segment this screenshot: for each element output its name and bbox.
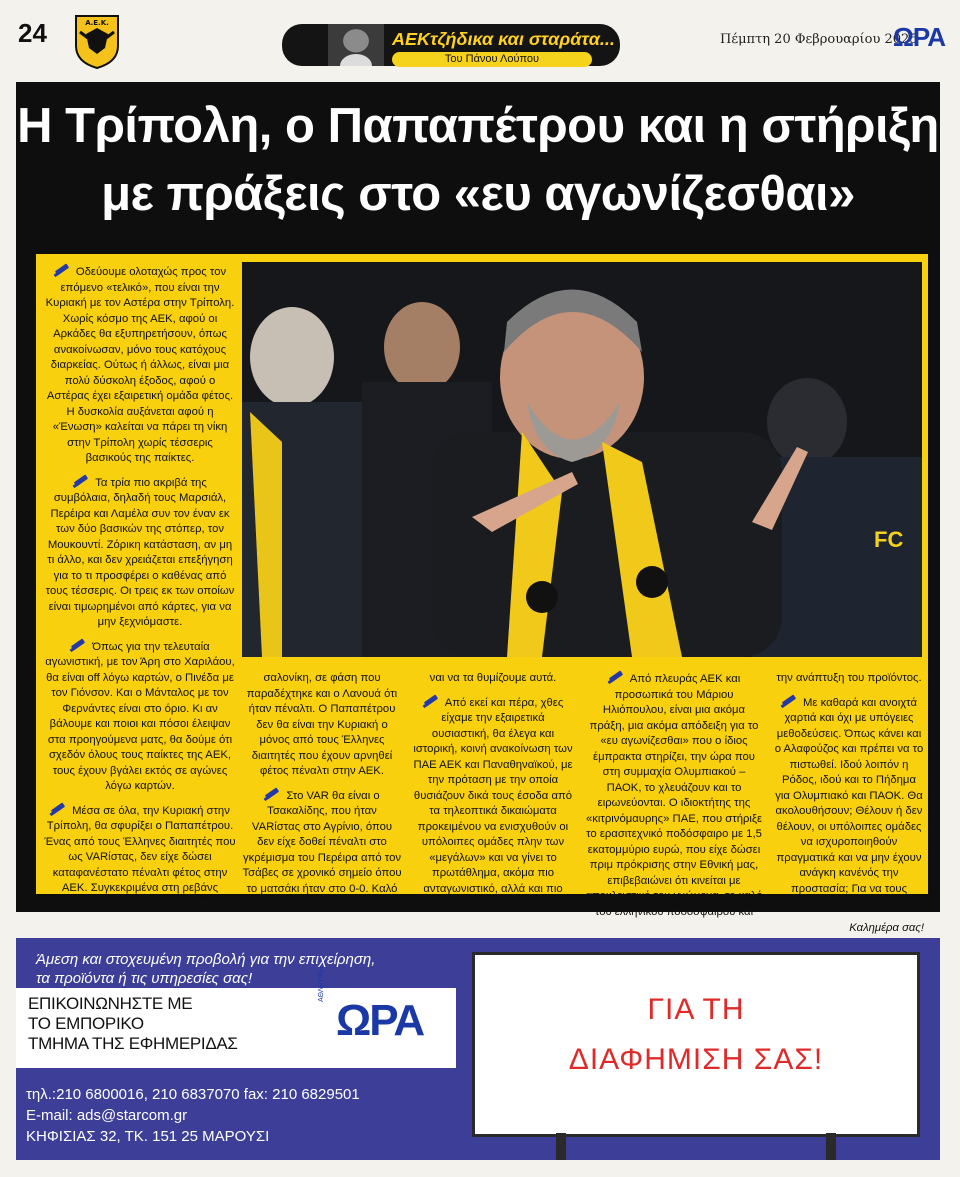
paragraph: Από εκεί και πέρα, χθες είχαμε την εξαιρετικά ουσιαστική, θα έλεγα και ιστορική, κοινή ανακοίνωση των ΠΑΕ ΑΕΚ και Παναθηναϊκού, με την πρόταση με την οποία θυσιάζουν δικά τους έσοδα από τα τηλεοπτικά δικαιώματα προκειμένου να ενισχυθούν οι υπόλοιπες ομάδες πλην των «μεγάλων» και να γίνει το πρωτάθλημα, ακόμα πιο ανταγωνιστικό, αλλά και πιο αξιόπιστο. [413, 696, 573, 910]
issue-date: Πέμπτη 20 Φεβρουαρίου 2025 [720, 32, 918, 47]
column-title: ΑΕΚτζήδικα και σταράτα... [392, 29, 615, 49]
pen-icon [264, 788, 280, 800]
article-headline [16, 92, 940, 228]
ad-phone: τηλ.:210 6800016, 210 6837070 fax: 210 6829501 [26, 1086, 360, 1103]
author-avatar [328, 24, 384, 66]
signoff: Καλημέρα σας! [849, 921, 924, 934]
paragraph: Στο VAR θα είναι ο Τσακαλίδης, που ήταν VARίστας στο Αγρίνιο, όπου δεν είχε δοθεί πέναλτι στο γκρέμισμα του Περέιρα από τον Τσάβες σε χρονικό σημείο όπου το ματσάκι ήταν στο 0-0. Καλό εί- [242, 789, 402, 910]
article-column-4 [584, 671, 764, 928]
billboard-post [826, 1133, 836, 1160]
newspaper-logo: ΩΡΑ [893, 22, 946, 52]
paragraph: Οδεύουμε ολοταχώς προς τον επόμενο «τελικό», που είναι την Κυριακή με τον Αστέρα στην Τρίπολη. Χωρίς κόσμο της ΑΕΚ, αφού οι Αρκάδες θα εξυπηρετήσουν, όπως ανακοίνωσαν, μόνο τους κατόχους διαρκείας. Ούτως ή άλλως, είναι μια πολύ δύσκολη έξοδος, αφού ο Αστέρας έχει εξαιρετική ομάδα φέτος. Η δυσκολία αυξάνεται αφού η «Ένωση» καλείται να πάρει τη νίκη στην Τρίπολη χωρίς τέσσερις βασικούς της παίκτες. [45, 266, 235, 464]
headline-line-2: με πράξεις στο «ευ αγωνίζεσθαι» [101, 167, 855, 221]
ad-email[interactable]: E-mail: ads@starcom.gr [26, 1107, 188, 1124]
svg-text:FC: FC [874, 527, 904, 552]
ad-logo: ΩΡΑ [336, 996, 424, 1045]
ad-address: ΚΗΦΙΣΙΑΣ 32, ΤΚ. 151 25 ΜΑΡΟΥΣΙ [26, 1128, 270, 1145]
article-photo [242, 262, 922, 657]
headline-line-1: Η Τρίπολη, ο Παπαπέτρου και η στήριξη [17, 99, 939, 153]
column-banner [282, 24, 620, 66]
ad-tagline: Άμεση και στοχευμένη προβολή για την επιχείρηση, τα προϊόντα ή τις υπηρεσίες σας! [36, 951, 376, 987]
billboard-post [556, 1133, 566, 1160]
column-author: Του Πάνου Λούπου [392, 52, 592, 67]
paragraph: την ανάπτυξη του προϊόντος. [776, 672, 922, 684]
article-panel [16, 82, 940, 934]
article-column-5 [774, 671, 924, 944]
article-body-box [36, 254, 928, 934]
ad-contact-label: ΕΠΙΚΟΙΝΩΝΗΣΤΕ ΜΕ ΤΟ ΕΜΠΟΡΙΚΟ ΤΜΗΜΑ ΤΗΣ ΕΦΗΜΕΡΙΔΑΣ [28, 994, 238, 1053]
paragraph: σαλονίκη, σε φάση που παραδέχτηκε και ο Λανουά ότι ήταν πέναλτι. Ο Παπαπέτρου δεν θα είναι την Κυριακή ο μόνος από τους Έλληνες διαιτητές που έχουν αρνηθεί φέτος πέναλτι στην ΑΕΚ. [246, 672, 398, 777]
page-number: 24 [18, 18, 47, 48]
pen-icon [781, 695, 797, 707]
billboard [472, 952, 920, 1137]
pen-icon [608, 671, 624, 683]
paragraph: Από πλευράς ΑΕΚ και προσωπικά του Μάριου Ηλιόπουλου, είναι μια ακόμα πράξη, μια ακόμα απόδειξη για το «ευ αγωνίζεσθαι» που ο ίδιος έμπρακτα στηρίζει, την ώρα που στη συμμαχία Ολυμπιακού – ΠΑΟΚ, το χλευάζουν και το ειρωνεύονται. Ο ιδιοκτήτης της «κιτρινόμαυρης» ΠΑΕ, που στήριξε το ερασιτεχνικό ποδόσφαιρο με 1,5 εκατομμύριο ευρώ, που είχε δώσει πριμ πρόκρισης στην Εθνική μας, επιβεβαιώνει ότι κινείται με αποκλειστικό του γνώμονα, το καλό του ελληνικού ποδοσφαίρου και [585, 673, 763, 918]
billboard-text: ΓΙΑ ΤΗ ΔΙΑΦΗΜΙΣΗ ΣΑΣ! [568, 993, 824, 1076]
article-column-1 [44, 264, 236, 920]
pen-icon [423, 695, 439, 707]
svg-text:Α.Ε.Κ.: Α.Ε.Κ. [85, 19, 109, 27]
pen-icon [70, 639, 86, 651]
ad-contact-details [26, 1084, 360, 1147]
paragraph: Μέσα σε όλα, την Κυριακή στην Τρίπολη, θα σφυρίξει ο Παπαπέτρου. Ένας από τους Έλληνες διαιτητές που ως VARίστας, δεν είχε δώσει καταφανέστατο πέναλτι φέτος στην ΑΕΚ. Συγκεκριμένα στη ρεβάνς Κυπέλλου με τον Άρη στην Θε- [44, 804, 236, 910]
paragraph: Τα τρία πιο ακριβά της συμβόλαια, δηλαδή τους Μαρσιάλ, Περέιρα και Λαμέλα συν τον έναν εκ των δύο βασικών της στόπερ, τον Μουκουντί. Ζόρικη κατάσταση, αν μη τι άλλο, και δεν χρειάζεται επεξήγηση για το τι προσφέρει ο καθένας από τους τέσσερις. Οι τρεις εκ των οποίων είναι τιμωρημένοι από κάρτες, για να μην ξεχνιόμαστε. [45, 476, 235, 628]
ad-logo-tag: ΑΘΛΗΤΙΚΗ [318, 966, 325, 1002]
photo-illustration [242, 262, 922, 657]
paragraph: Όπως για την τελευταία αγωνιστική, με τον Άρη στο Χαριλάου, θα είναι off λόγω καρτών, ο Πινέδα με τον Γιόνσον. Και ο Μάνταλος με τον Φερνάντες είναι στο όριο. Κι αν βάλουμε και ποιοι και πόσοι έλειψαν στα προηγούμενα ματς, θα δούμε ότι σχεδόν όλους τους παίκτες της ΑΕΚ, τους έχουν βγάλει εκτός σε αγώνες λόγω καρτών. [45, 640, 235, 792]
paragraph: Με καθαρά και ανοιχτά χαρτιά και όχι με υπόγειες μεθοδεύσεις. Όπως κάνει και ο Αλαφούζος και πρέπει να το πιστωθεί. Ιδού λοιπόν η Ρόδος, ιδού και το Πήδημα για Ολυμπιακό και ΠΑΟΚ. Θα ακολουθήσουν; Θέλουν ή δεν θέλουν, οι υπόλοιπες ομάδες να ισχυροποιηθούν πραγματικά και να μην έχουν ανάγκη κανένός την προστασία; Για να τους δούμε... [774, 696, 924, 910]
paragraph: ναι να τα θυμίζουμε αυτά. [429, 672, 557, 684]
advertisement [16, 938, 940, 1160]
pen-icon [50, 803, 66, 815]
aek-crest-logo [72, 12, 122, 70]
pen-icon [54, 264, 70, 276]
article-column-2 [242, 671, 402, 921]
pen-icon [73, 475, 89, 487]
article-column-3 [412, 671, 574, 921]
